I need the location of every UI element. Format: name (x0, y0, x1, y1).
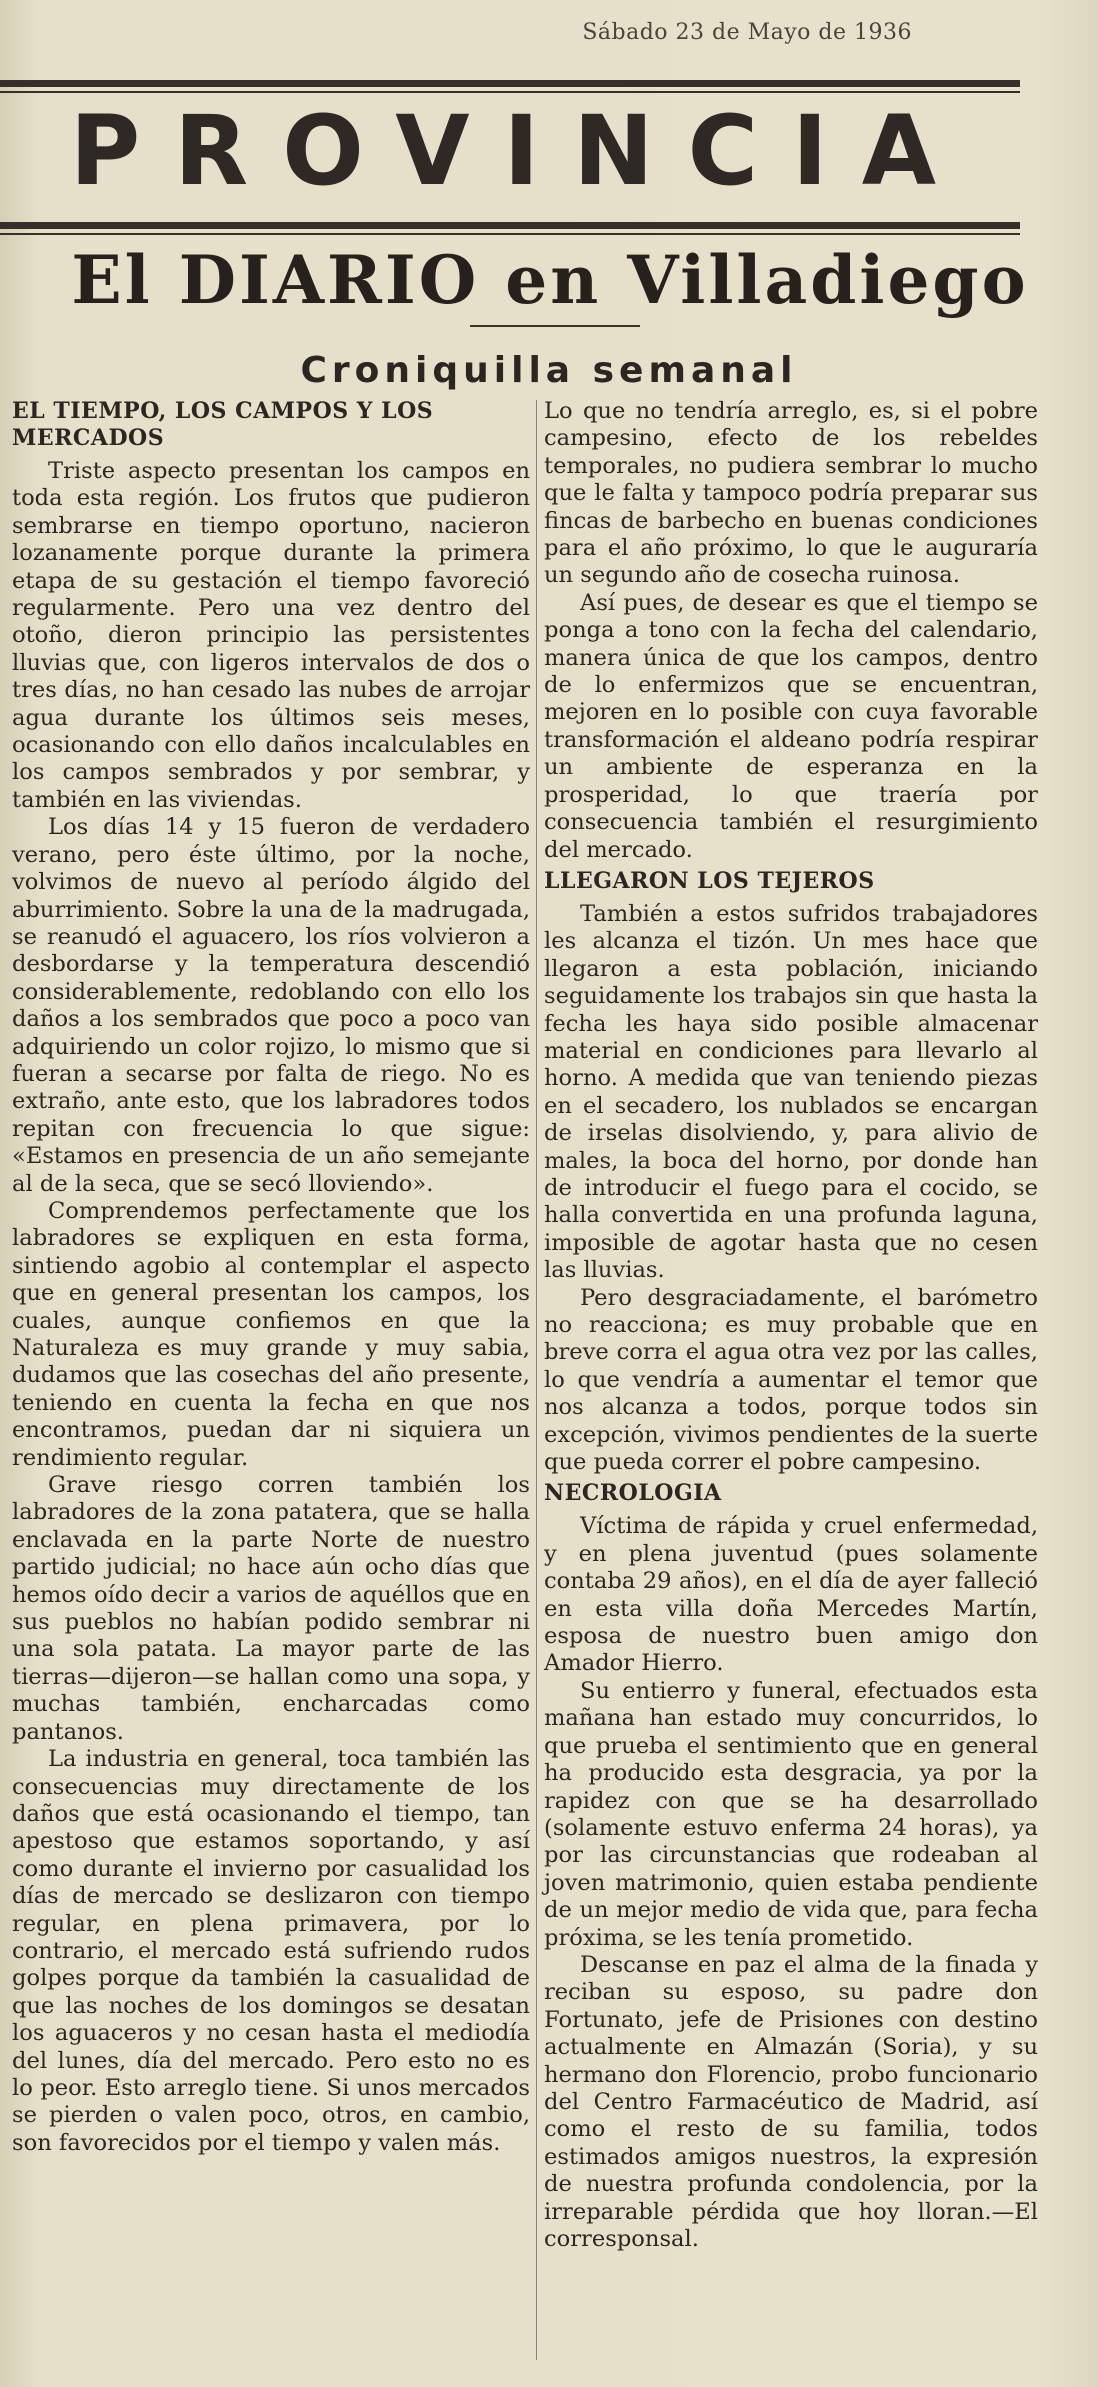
top-rule-thin (0, 91, 1020, 93)
headline-underline (470, 325, 640, 327)
section-heading-necrologia: NECROLOGIA (544, 1480, 722, 1507)
section-title: PROVINCIA (69, 95, 971, 207)
paragraph: Descanse en paz el alma de la finada y reciban su esposo, su padre don Fortunato, jefe de Prisiones con destino actualmente en Almazán (Soria), y su hermano don Florencio, probo funcionario del Centro Farmacéutico de Madrid, así como el resto de su familia, todos estimados amigos nuestros, la expresión de nuestra profunda condolencia, por la irreparable pérdida que hoy lloran.—El corresponsal. (544, 1951, 1038, 2252)
article-headline: El DIARIO en Villadiego (71, 241, 1029, 319)
section-rule-thin (0, 233, 1020, 235)
paragraph: También a estos sufridos trabajadores les alcanza el tizón. Un mes hace que llegaron a esta población, iniciando seguidamente los trabajos sin que hasta la fecha les haya sido posible almacenar material en condiciones para llevarlo al horno. A medida que van teniendo piezas en el secadero, los nublados se encargan de irselas disolviendo, y, para alivio de males, la boca del horno, por donde han de introducir el fuego para el cocido, se halla convertida en una profunda laguna, imposible de agotar hasta que no cesen las lluvias. (544, 900, 1038, 1284)
section-heading-tejeros: LLEGARON LOS TEJEROS (544, 867, 875, 894)
column-divider (536, 400, 537, 2360)
paragraph: Su entierro y funeral, efectuados esta mañana han estado muy concurridos, lo que prueba el sentimiento que en general ha producido esta desgracia, ya por la rapidez con que se ha desarrollado (solamente estuvo enferma 24 horas), ya por las circunstancias que rodeaban al joven matrimonio, quien estaba pendiente de un mejor medio de vida que, para fecha próxima, se les tenía prometido. (544, 1677, 1038, 1951)
paragraph: Pero desgraciadamente, el barómetro no reacciona; es muy probable que en breve corra el agua otra vez por las calles, lo que vendría a aumentar el temor que nos alcanza a todos, porque todos sin excepción, vivimos pendientes de la suerte que pueda correr el pobre campesino. (544, 1284, 1038, 1476)
section-rule (0, 222, 1020, 229)
left-column (12, 398, 530, 2157)
paragraph: Así pues, de desear es que el tiempo se ponga a tono con la fecha del calendario, manera única de que los campos, dentro de lo enfermizos que se encuentran, mejoren en lo posible con cuya favorable transformación el aldeano podría respirar un ambiente de esperanza en la prosperidad, lo que traería por consecuencia también el resurgimiento del mercado. (544, 589, 1038, 863)
paragraph: Los días 14 y 15 fueron de verdadero verano, pero éste último, por la noche, volvimos de nuevo al período álgido del aburrimiento. Sobre la una de la madrugada, se reanudó el aguacero, los ríos volvieron a desbordarse y la temperatura descendió considerablemente, redoblando con ello los daños a los sembrados que poco a poco van adquiriendo un color rojizo, lo mismo que si fueran a secarse por falta de riego. No es extraño, ante esto, que los labradores todos repitan con frecuencia lo que sigue: «Estamos en presencia de un año semejante al de la seca, que se secó lloviendo». (12, 814, 530, 1197)
paragraph: Víctima de rápida y cruel enfermedad, y en plena juventud (pues solamente contaba 29 años), en el día de ayer falleció en esta villa doña Mercedes Martín, esposa de nuestro buen amigo don Amador Hierro. (544, 1513, 1038, 1677)
paragraph: Lo que no tendría arreglo, es, si el pobre campesino, efecto de los rebeldes temporales, no pudiera sembrar lo mucho que le falta y tampoco podría preparar sus fincas de barbecho en buenas condiciones para el año próximo, lo que le auguraría un segundo año de cosecha ruinosa. (544, 398, 1038, 589)
paragraph: Comprendemos perfectamente que los labradores se expliquen en esta forma, sintiendo agobio al contemplar el aspecto que en general presentan los campos, los cuales, aunque confiemos en que la Naturaleza es muy grande y muy sabia, dudamos que las cosechas del año presente, teniendo en cuenta la fecha en que nos encontramos, puedan dar ni siquiera un rendimiento regular. (12, 1197, 530, 1471)
paragraph: Triste aspecto presentan los campos en toda esta región. Los frutos que pudieron sembrarse en tiempo oportuno, nacieron lozanamente porque durante la primera etapa de su gestación el tiempo favoreció regularmente. Pero una vez dentro del otoño, dieron principio las persistentes lluvias que, con ligeros intervalos de dos o tres días, no han cesado las nubes de arrojar agua durante los últimos seis meses, ocasionando con ello daños incalculables en los campos sembrados y por sembrar, y también en las viviendas. (12, 458, 530, 813)
right-column (544, 398, 1038, 2253)
paragraph: La industria en general, toca también las consecuencias muy directamente de los daños que está ocasionando el tiempo, tan apestoso que estamos soportando, y así como durante el invierno por casualidad los días de mercado se deslizaron con tiempo regular, en plena primavera, por lo contrario, el mercado está sufriendo rudos golpes porque da también la casualidad de que las noches de los domingos se desatan los aguaceros y no cesan hasta el mediodía del lunes, día del mercado. Pero esto no es lo peor. Esto arreglo tiene. Si unos mercados se pierden o valen poco, otros, en cambio, son favorecidos por el tiempo y valen más. (12, 1746, 530, 2156)
dateline: Sábado 23 de Mayo de 1936 (582, 20, 912, 45)
paragraph: Grave riesgo corren también los labradores de la zona patatera, que se halla enclavada en la parte Norte de nuestro partido judicial; no hace aún ocho días que hemos oído decir a varios de aquéllos que en sus pueblos no habían podido sembrar ni una sola patata. La mayor parte de las tierras—dijeron—se hallan como una sopa, y muchas también, encharcadas como pantanos. (12, 1472, 530, 1745)
section-heading-weather: EL TIEMPO, LOS CAMPOS Y LOS MERCADOS (12, 398, 434, 451)
top-rule (0, 80, 1020, 87)
article-subheadline: Croniquilla semanal (300, 350, 798, 391)
